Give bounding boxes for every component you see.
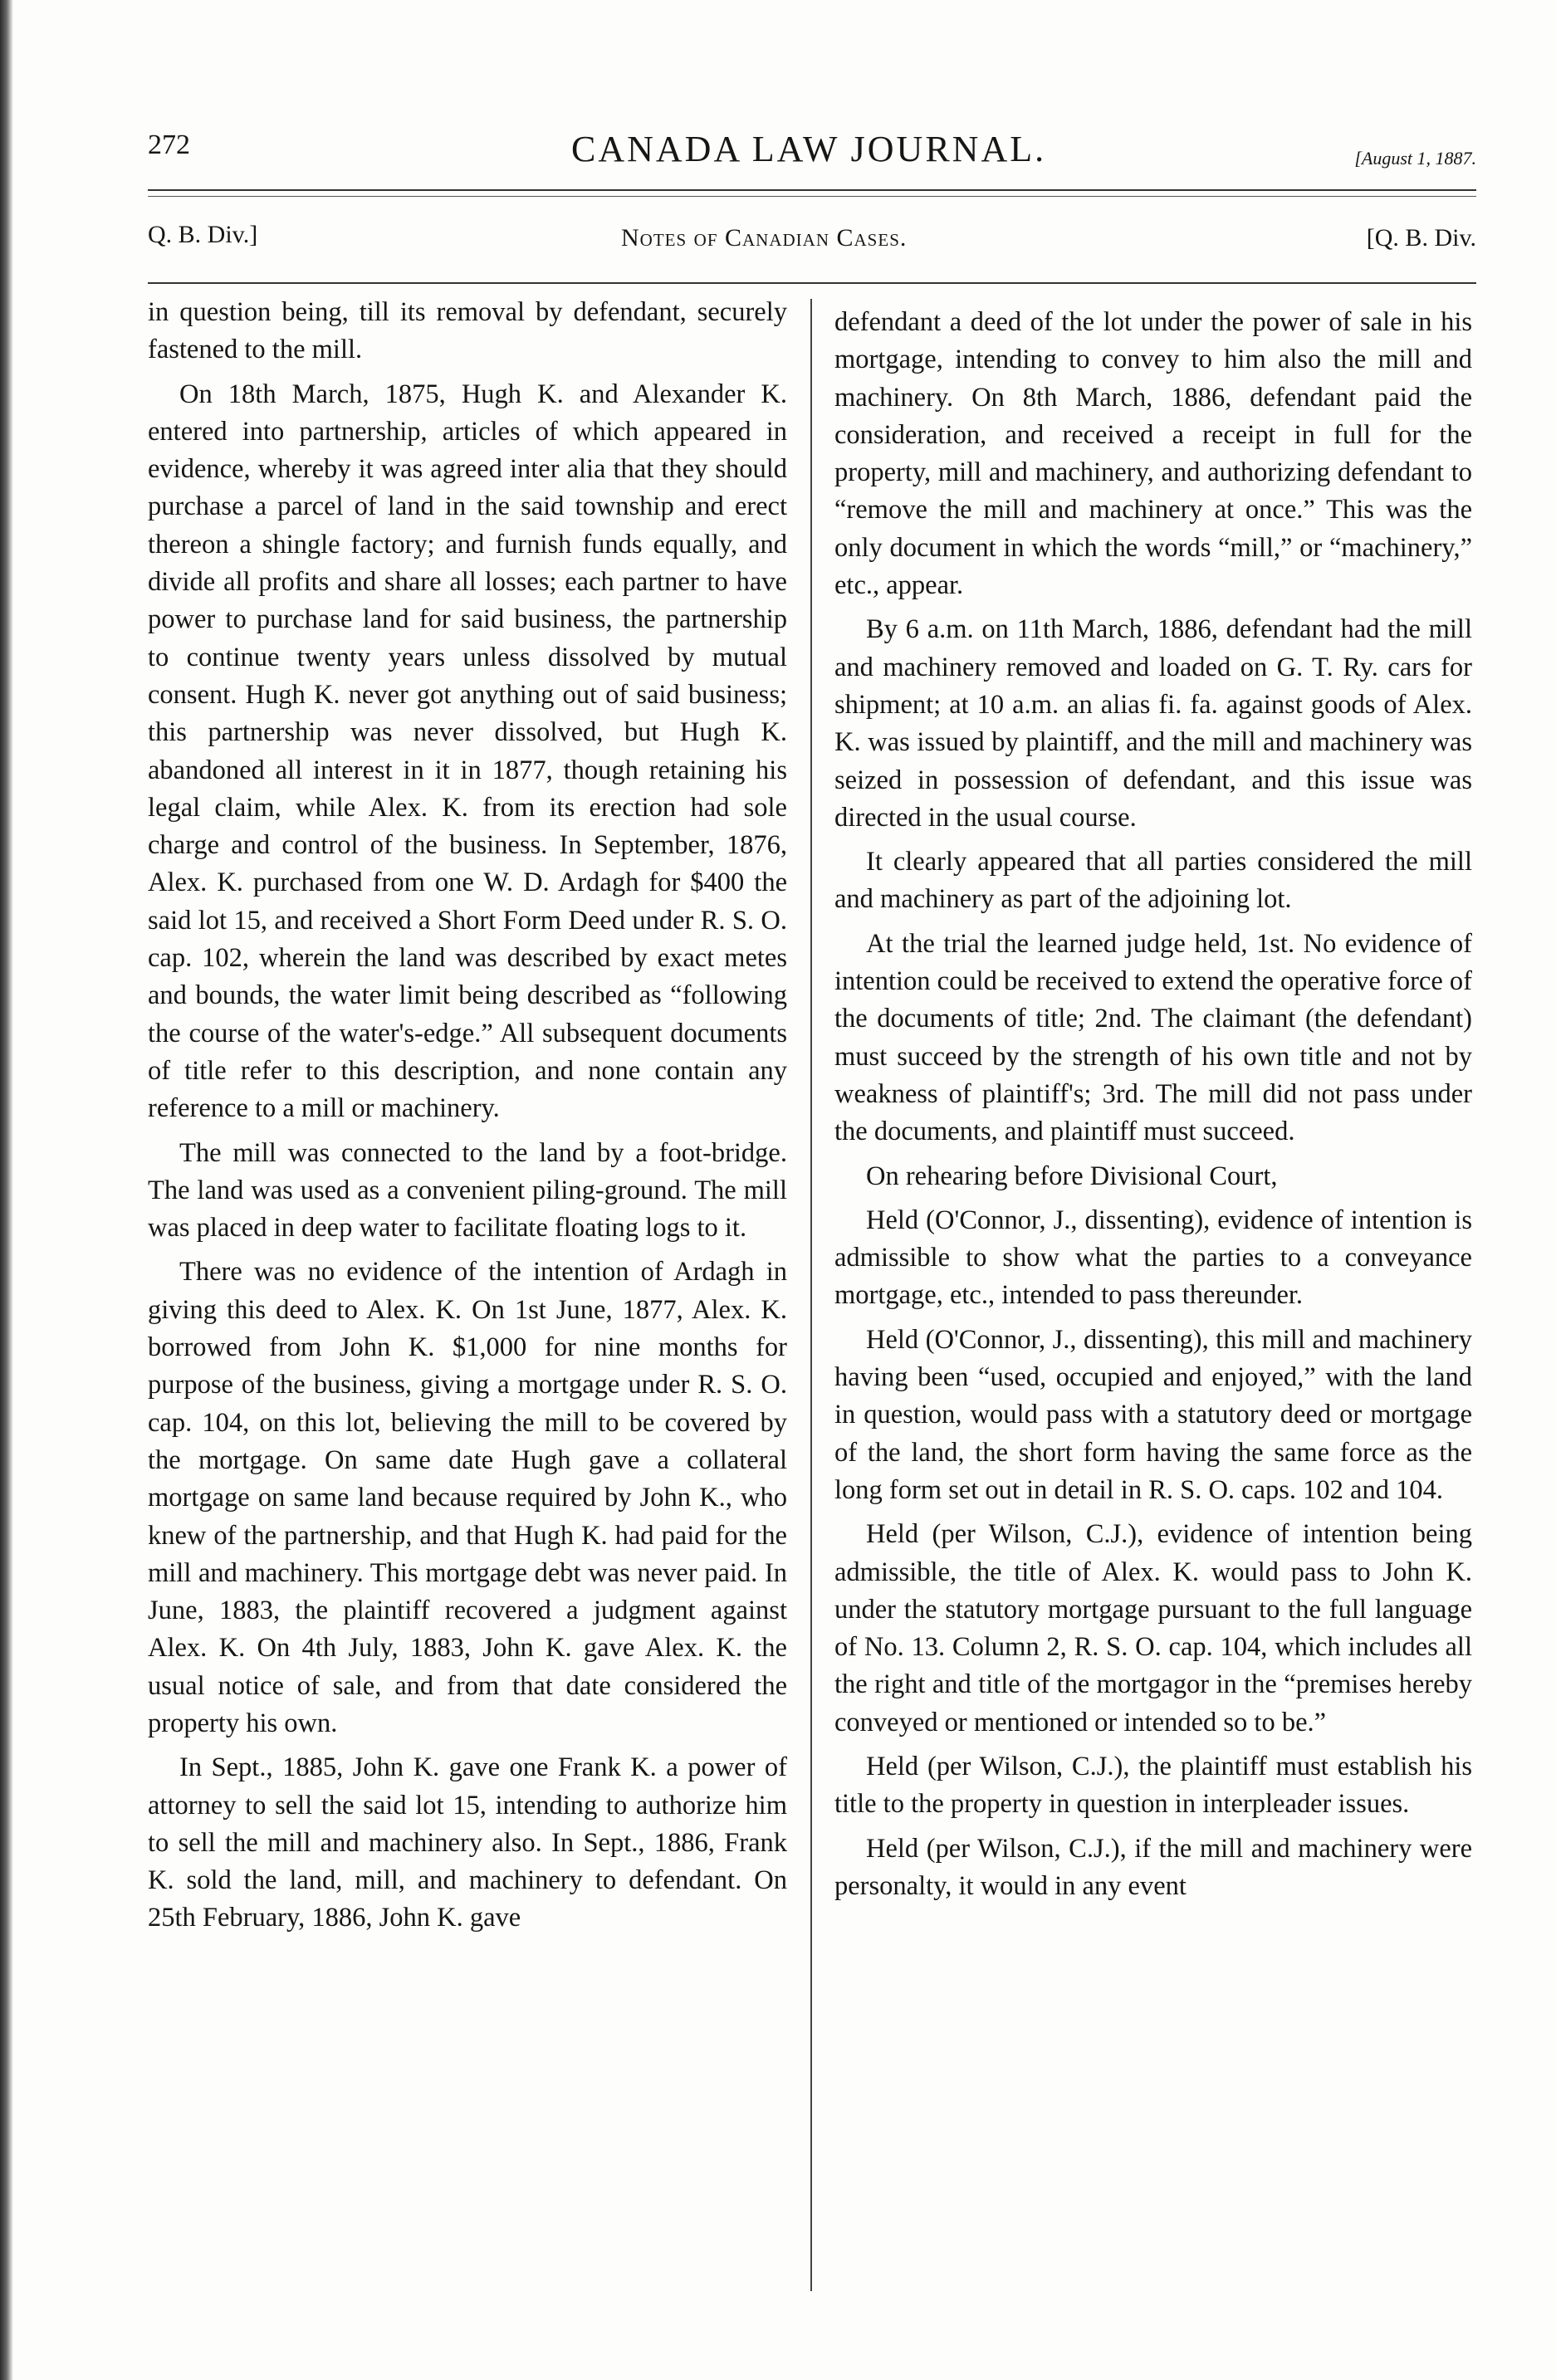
paragraph: Held (O'Connor, J., dissenting), this mill and machinery having been “used, occupied and enjoyed,” with the land in question, would pass with a statutory deed or mortgage of the land, the short form having the same force as the long form set out in detail in R. S. O. caps. 102 and 104. [834, 1324, 1472, 1505]
issue-date: [August 1, 1887. [1354, 148, 1476, 169]
paragraph: In Sept., 1885, John K. gave one Frank K. a power of attorney to sell the said lot 15, intending to authorize him to sell the mill and machinery also. In Sept., 1886, Frank K. sold the land, mill, and machinery to defendant. On 25th February, 1886, John K. gave [148, 1752, 787, 1933]
column-divider [810, 299, 812, 2291]
paragraph: There was no evidence of the intention of Ardagh in giving this deed to Alex. K. On 1st June, 1877, Alex. K. borrowed from John K. $1,000 for nine months for purpose of the business, giving a mortgage under R. S. O. cap. 104, on this lot, believing the mill to be covered by the mortgage. On same date Hugh gave a collateral mortgage on same land because required by John K., who knew of the partnership, and that Hugh K. had paid for the mill and machinery. This mortgage debt was never paid. In June, 1883, the plaintiff recovered a judgment against Alex. K. On 4th July, 1883, John K. gave Alex. K. the usual notice of sale, and from that date considered the property his own. [148, 1257, 787, 1738]
paragraph: Held (per Wilson, C.J.), the plaintiff must establish his title to the property in question in interpleader issues. [834, 1751, 1472, 1820]
court-division-left: Q. B. Div.] [148, 221, 258, 248]
court-division-right: [Q. B. Div. [1366, 224, 1476, 252]
paragraph: Held (O'Connor, J., dissenting), evidence of intention is admissible to show what the parties to a conveyance mortgage, etc., intended to pass thereunder. [834, 1205, 1472, 1311]
paragraph: Held (per Wilson, C.J.), if the mill and machinery were personalty, it would in any event [834, 1833, 1472, 1901]
paragraph: On rehearing before Divisional Court, [866, 1161, 1278, 1191]
paragraph: At the trial the learned judge held, 1st. No evidence of intention could be received to extend the operative force of the documents of title; 2nd. The claimant (the defendant) must succeed by the strength of his own title and not by weakness of plaintiff's; 3rd. The mill did not pass under the documents, and plaintiff must succeed. [834, 928, 1472, 1147]
paragraph: in question being, till its removal by defendant, securely fastened to the mill. [148, 297, 787, 365]
paragraph: defendant a deed of the lot under the power of sale in his mortgage, intending to convey to him also the mill and machinery. On 8th March, 1886, defendant paid the consideration, and received a receipt in full for the property, mill and machinery, and authorizing defendant to “remove the mill and machinery at once.” This was the only document in which the words “mill,” or “machinery,” etc., appear. [834, 307, 1472, 601]
page-header [148, 123, 1476, 181]
paragraph: Held (per Wilson, C.J.), evidence of intention being admissible, the title of Alex. K. would pass to John K. under the statutory mortgage pursuant to the full language of No. 13. Column 2, R. S. O. cap. 104, which includes all the right and title of the mortgagor in the “premises hereby conveyed or mentioned or intended so to be.” [834, 1519, 1472, 1737]
header-rule-thin [148, 196, 1476, 197]
section-rule [148, 282, 1476, 284]
right-column [834, 304, 1472, 2354]
header-rule [148, 189, 1476, 191]
section-header [148, 221, 1476, 262]
paragraph: On 18th March, 1875, Hugh K. and Alexander K. entered into partnership, articles of which appeared in evidence, whereby it was agreed inter alia that they should purchase a parcel of land in the said township and erect thereon a shingle factory; and furnish funds equally, and divide all profits and share all losses; each partner to have power to purchase land for said business, the partnership to continue twenty years unless dissolved by mutual consent. Hugh K. never got anything out of said business; this partnership was never dissolved, but Hugh K. abandoned all interest in it in 1877, though retaining his legal claim, while Alex. K. from its erection had sole charge and control of the business. In September, 1876, Alex. K. purchased from one W. D. Ardagh for $400 the said lot 15, and received a Short Form Deed under R. S. O. cap. 102, wherein the land was described by exact metes and bounds, the water limit being described as “following the course of the water's-edge.” All subsequent documents of title refer to this description, and none contain any reference to a mill or machinery. [148, 379, 787, 1124]
page-number: 272 [148, 130, 190, 160]
section-title: Notes of Canadian Cases. [621, 224, 908, 252]
journal-title: CANADA LAW JOURNAL. [571, 129, 1047, 169]
book-spine-shadow [0, 0, 13, 2380]
paragraph: It clearly appeared that all parties considered the mill and machinery as part of the adjoining lot. [834, 847, 1472, 915]
paragraph: The mill was connected to the land by a foot-bridge. The land was used as a convenient piling-ground. The mill was placed in deep water to facilitate floating logs to it. [148, 1137, 787, 1244]
left-column [148, 294, 787, 2344]
paragraph: By 6 a.m. on 11th March, 1886, defendant had the mill and machinery removed and loaded on G. T. Ry. cars for shipment; at 10 a.m. an alias fi. fa. against goods of Alex. K. was issued by plaintiff, and the mill and machinery was seized in possession of defendant, and this issue was directed in the usual course. [834, 614, 1472, 833]
